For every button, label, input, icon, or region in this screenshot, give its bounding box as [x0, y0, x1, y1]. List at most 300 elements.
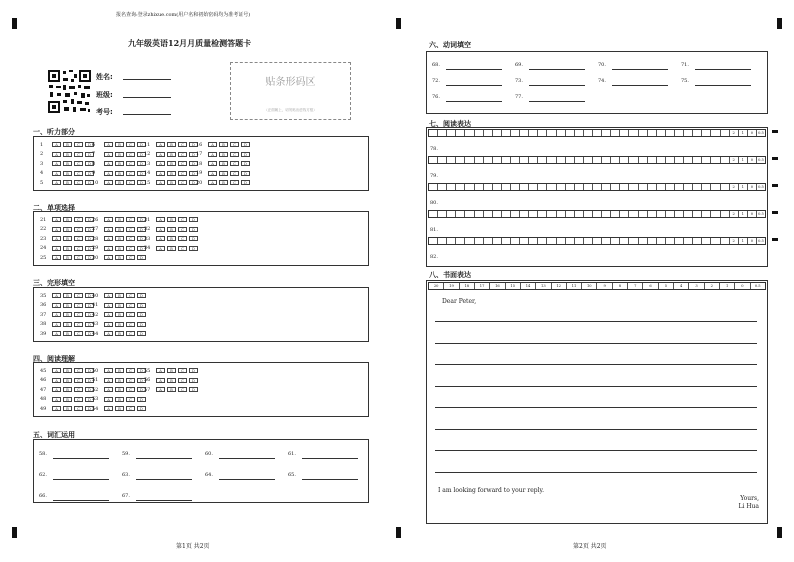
answer-bubble[interactable]: C: [74, 227, 83, 232]
score-cell[interactable]: 2: [730, 130, 739, 136]
answer-bubble[interactable]: C: [74, 171, 83, 176]
answer-bubble[interactable]: A: [52, 161, 61, 166]
answer-bubble[interactable]: A: [104, 236, 113, 241]
answer-bubble[interactable]: C: [74, 293, 83, 298]
answer-bubble[interactable]: A: [156, 368, 165, 373]
score-cell[interactable]: 7: [628, 283, 643, 289]
answer-bubble[interactable]: B: [115, 171, 124, 176]
answer-bubble[interactable]: A: [156, 378, 165, 383]
answer-bubble[interactable]: B: [167, 180, 176, 185]
answer-bubble[interactable]: C: [230, 142, 239, 147]
score-cell[interactable]: [639, 130, 648, 136]
score-cell[interactable]: [475, 157, 484, 163]
score-cell[interactable]: 2: [730, 238, 739, 244]
score-cell[interactable]: [502, 238, 511, 244]
score-cell[interactable]: [529, 184, 538, 190]
answer-bubble[interactable]: C: [178, 152, 187, 157]
answer-bubble[interactable]: C: [126, 180, 135, 185]
answer-bubble[interactable]: C: [126, 368, 135, 373]
answer-bubble[interactable]: B: [115, 303, 124, 308]
writing-line[interactable]: [435, 343, 757, 344]
answer-bubble[interactable]: C: [230, 171, 239, 176]
score-cell[interactable]: [429, 157, 438, 163]
score-cell[interactable]: 9: [597, 283, 612, 289]
score-cell[interactable]: [721, 130, 730, 136]
score-cell[interactable]: [648, 184, 657, 190]
writing-line[interactable]: [435, 429, 757, 430]
answer-bubble[interactable]: B: [63, 293, 72, 298]
score-cell[interactable]: 3: [689, 283, 704, 289]
score-cell[interactable]: 0: [735, 283, 750, 289]
score-cell[interactable]: [602, 211, 611, 217]
answer-bubble[interactable]: B: [63, 142, 72, 147]
score-cell[interactable]: [493, 184, 502, 190]
field-input-line[interactable]: [123, 114, 171, 115]
score-cell[interactable]: [657, 238, 666, 244]
score-cell[interactable]: [702, 211, 711, 217]
score-cell[interactable]: 0: [748, 157, 757, 163]
score-cell[interactable]: 0: [748, 238, 757, 244]
score-cell[interactable]: 0: [748, 130, 757, 136]
answer-bubble[interactable]: D: [189, 171, 198, 176]
score-cell[interactable]: [593, 130, 602, 136]
answer-bubble[interactable]: D: [189, 246, 198, 251]
score-cell[interactable]: [538, 211, 547, 217]
answer-line[interactable]: [529, 69, 585, 70]
answer-line[interactable]: [53, 479, 109, 480]
answer-bubble[interactable]: D: [137, 236, 146, 241]
score-cell[interactable]: [438, 184, 447, 190]
answer-bubble[interactable]: D: [85, 293, 94, 298]
answer-line[interactable]: [219, 458, 275, 459]
score-cell[interactable]: [566, 157, 575, 163]
score-cell[interactable]: [502, 184, 511, 190]
score-cell[interactable]: [566, 130, 575, 136]
score-cell[interactable]: [693, 211, 702, 217]
answer-bubble[interactable]: D: [137, 293, 146, 298]
score-cell[interactable]: [566, 211, 575, 217]
answer-bubble[interactable]: B: [63, 217, 72, 222]
answer-bubble[interactable]: D: [85, 217, 94, 222]
score-cell[interactable]: [465, 184, 474, 190]
answer-bubble[interactable]: A: [52, 246, 61, 251]
answer-bubble[interactable]: D: [85, 142, 94, 147]
answer-bubble[interactable]: A: [156, 227, 165, 232]
score-cell[interactable]: [575, 184, 584, 190]
score-cell[interactable]: 2: [730, 184, 739, 190]
score-cell[interactable]: [693, 238, 702, 244]
answer-bubble[interactable]: A: [208, 161, 217, 166]
answer-bubble[interactable]: B: [63, 227, 72, 232]
score-cell[interactable]: 4: [674, 283, 689, 289]
answer-bubble[interactable]: D: [137, 303, 146, 308]
answer-bubble[interactable]: C: [178, 387, 187, 392]
answer-bubble[interactable]: A: [104, 142, 113, 147]
answer-bubble[interactable]: B: [115, 387, 124, 392]
answer-line[interactable]: [136, 500, 192, 501]
score-cell[interactable]: [693, 184, 702, 190]
answer-bubble[interactable]: D: [85, 227, 94, 232]
answer-bubble[interactable]: C: [178, 246, 187, 251]
score-cell[interactable]: [566, 238, 575, 244]
answer-bubble[interactable]: A: [104, 255, 113, 260]
answer-bubble[interactable]: A: [104, 171, 113, 176]
answer-bubble[interactable]: D: [85, 303, 94, 308]
score-cell[interactable]: [538, 238, 547, 244]
score-cell[interactable]: [529, 238, 538, 244]
answer-bubble[interactable]: D: [189, 161, 198, 166]
answer-bubble[interactable]: B: [115, 152, 124, 157]
answer-bubble[interactable]: B: [167, 227, 176, 232]
answer-bubble[interactable]: A: [104, 152, 113, 157]
answer-bubble[interactable]: B: [167, 368, 176, 373]
answer-bubble[interactable]: A: [52, 293, 61, 298]
answer-bubble[interactable]: B: [115, 246, 124, 251]
answer-line[interactable]: [529, 85, 585, 86]
score-cell[interactable]: 20: [429, 283, 444, 289]
score-cell[interactable]: [629, 157, 638, 163]
answer-bubble[interactable]: A: [104, 312, 113, 317]
score-cell[interactable]: [557, 130, 566, 136]
score-cell[interactable]: [675, 238, 684, 244]
answer-bubble[interactable]: A: [208, 171, 217, 176]
answer-bubble[interactable]: C: [74, 161, 83, 166]
answer-bubble[interactable]: C: [230, 180, 239, 185]
score-cell[interactable]: [529, 157, 538, 163]
answer-line[interactable]: [302, 458, 358, 459]
score-cell[interactable]: [575, 238, 584, 244]
score-cell[interactable]: [465, 211, 474, 217]
answer-bubble[interactable]: B: [115, 368, 124, 373]
score-cell[interactable]: [639, 157, 648, 163]
answer-bubble[interactable]: B: [63, 161, 72, 166]
score-cell[interactable]: [648, 238, 657, 244]
answer-bubble[interactable]: D: [137, 312, 146, 317]
answer-bubble[interactable]: C: [74, 180, 83, 185]
score-cell[interactable]: 0.5: [758, 185, 764, 189]
score-cell[interactable]: [484, 130, 493, 136]
answer-bubble[interactable]: B: [115, 312, 124, 317]
answer-bubble[interactable]: D: [137, 397, 146, 402]
score-cell[interactable]: [520, 211, 529, 217]
answer-line[interactable]: [53, 458, 109, 459]
answer-bubble[interactable]: A: [156, 161, 165, 166]
score-cell[interactable]: [456, 157, 465, 163]
answer-bubble[interactable]: A: [52, 171, 61, 176]
score-cell[interactable]: [447, 157, 456, 163]
score-cell[interactable]: [721, 238, 730, 244]
answer-bubble[interactable]: A: [52, 152, 61, 157]
score-cell[interactable]: [502, 211, 511, 217]
answer-bubble[interactable]: C: [74, 331, 83, 336]
score-cell[interactable]: [639, 211, 648, 217]
score-cell[interactable]: 15: [506, 283, 521, 289]
score-cell[interactable]: [684, 157, 693, 163]
answer-bubble[interactable]: B: [219, 142, 228, 147]
answer-bubble[interactable]: D: [137, 322, 146, 327]
answer-bubble[interactable]: C: [126, 397, 135, 402]
answer-bubble[interactable]: C: [126, 255, 135, 260]
writing-line[interactable]: [435, 386, 757, 387]
score-cell[interactable]: 13: [536, 283, 551, 289]
score-cell[interactable]: [602, 238, 611, 244]
answer-bubble[interactable]: D: [137, 255, 146, 260]
score-cell[interactable]: [438, 157, 447, 163]
score-cell[interactable]: [529, 130, 538, 136]
answer-bubble[interactable]: C: [74, 236, 83, 241]
score-cell[interactable]: 1: [739, 130, 748, 136]
score-cell[interactable]: [620, 157, 629, 163]
answer-bubble[interactable]: B: [63, 322, 72, 327]
score-cell[interactable]: [721, 211, 730, 217]
answer-bubble[interactable]: D: [137, 331, 146, 336]
score-cell[interactable]: 14: [521, 283, 536, 289]
answer-bubble[interactable]: C: [126, 387, 135, 392]
score-cell[interactable]: [484, 184, 493, 190]
score-cell[interactable]: [675, 184, 684, 190]
answer-bubble[interactable]: C: [74, 217, 83, 222]
answer-bubble[interactable]: D: [189, 217, 198, 222]
writing-line[interactable]: [435, 407, 757, 408]
score-cell[interactable]: [611, 157, 620, 163]
answer-bubble[interactable]: D: [85, 397, 94, 402]
score-cell[interactable]: [629, 130, 638, 136]
answer-bubble[interactable]: A: [52, 255, 61, 260]
answer-bubble[interactable]: A: [104, 161, 113, 166]
answer-bubble[interactable]: A: [156, 246, 165, 251]
score-cell[interactable]: [684, 184, 693, 190]
answer-bubble[interactable]: A: [156, 142, 165, 147]
answer-bubble[interactable]: D: [85, 322, 94, 327]
score-cell[interactable]: [465, 238, 474, 244]
answer-bubble[interactable]: D: [189, 227, 198, 232]
score-cell[interactable]: [547, 238, 556, 244]
answer-bubble[interactable]: D: [137, 152, 146, 157]
score-cell[interactable]: [438, 238, 447, 244]
score-cell[interactable]: [456, 130, 465, 136]
score-cell[interactable]: [629, 184, 638, 190]
score-cell[interactable]: [639, 184, 648, 190]
answer-bubble[interactable]: A: [104, 322, 113, 327]
answer-bubble[interactable]: B: [63, 368, 72, 373]
score-cell[interactable]: [511, 157, 520, 163]
score-cell[interactable]: [620, 238, 629, 244]
score-cell[interactable]: [666, 184, 675, 190]
answer-bubble[interactable]: B: [63, 152, 72, 157]
answer-bubble[interactable]: C: [126, 246, 135, 251]
answer-bubble[interactable]: B: [167, 236, 176, 241]
answer-bubble[interactable]: B: [63, 378, 72, 383]
answer-bubble[interactable]: B: [167, 387, 176, 392]
score-cell[interactable]: [693, 130, 702, 136]
answer-bubble[interactable]: A: [104, 378, 113, 383]
answer-bubble[interactable]: B: [63, 171, 72, 176]
score-cell[interactable]: [693, 157, 702, 163]
answer-bubble[interactable]: A: [156, 387, 165, 392]
answer-bubble[interactable]: D: [137, 406, 146, 411]
answer-bubble[interactable]: A: [104, 180, 113, 185]
score-cell[interactable]: [648, 130, 657, 136]
answer-bubble[interactable]: C: [230, 152, 239, 157]
answer-bubble[interactable]: D: [137, 180, 146, 185]
answer-bubble[interactable]: B: [167, 217, 176, 222]
score-cell[interactable]: 0.5: [758, 212, 764, 216]
answer-bubble[interactable]: C: [178, 378, 187, 383]
score-cell[interactable]: 11: [567, 283, 582, 289]
answer-bubble[interactable]: C: [126, 142, 135, 147]
answer-bubble[interactable]: C: [126, 161, 135, 166]
answer-bubble[interactable]: A: [52, 142, 61, 147]
score-cell[interactable]: [657, 211, 666, 217]
answer-bubble[interactable]: C: [74, 397, 83, 402]
answer-bubble[interactable]: B: [115, 161, 124, 166]
writing-line[interactable]: [435, 450, 757, 451]
answer-bubble[interactable]: A: [156, 171, 165, 176]
answer-bubble[interactable]: C: [126, 322, 135, 327]
score-cell[interactable]: [493, 157, 502, 163]
score-cell[interactable]: 2: [705, 283, 720, 289]
answer-line[interactable]: [136, 479, 192, 480]
answer-bubble[interactable]: D: [85, 406, 94, 411]
answer-bubble[interactable]: A: [104, 397, 113, 402]
score-cell[interactable]: 18: [460, 283, 475, 289]
score-cell[interactable]: 19: [444, 283, 459, 289]
score-cell[interactable]: [593, 238, 602, 244]
score-cell[interactable]: [584, 130, 593, 136]
answer-bubble[interactable]: A: [52, 312, 61, 317]
score-cell[interactable]: [593, 184, 602, 190]
score-cell[interactable]: 0.5: [758, 239, 764, 243]
score-cell[interactable]: [438, 130, 447, 136]
answer-bubble[interactable]: B: [167, 171, 176, 176]
answer-bubble[interactable]: D: [241, 180, 250, 185]
score-cell[interactable]: 2: [730, 157, 739, 163]
score-cell[interactable]: [447, 238, 456, 244]
score-cell[interactable]: 16: [490, 283, 505, 289]
answer-bubble[interactable]: B: [115, 322, 124, 327]
answer-bubble[interactable]: B: [63, 303, 72, 308]
score-cell[interactable]: [620, 211, 629, 217]
answer-bubble[interactable]: D: [85, 312, 94, 317]
score-cell[interactable]: [484, 157, 493, 163]
answer-bubble[interactable]: C: [74, 255, 83, 260]
answer-bubble[interactable]: B: [63, 180, 72, 185]
score-cell[interactable]: [629, 211, 638, 217]
score-cell[interactable]: [620, 184, 629, 190]
score-cell[interactable]: [547, 157, 556, 163]
answer-bubble[interactable]: C: [126, 303, 135, 308]
answer-bubble[interactable]: A: [52, 227, 61, 232]
answer-bubble[interactable]: A: [156, 236, 165, 241]
answer-bubble[interactable]: D: [189, 142, 198, 147]
answer-bubble[interactable]: C: [126, 171, 135, 176]
score-cell[interactable]: [456, 238, 465, 244]
answer-bubble[interactable]: D: [85, 152, 94, 157]
writing-line[interactable]: [435, 364, 757, 365]
answer-bubble[interactable]: C: [178, 180, 187, 185]
answer-bubble[interactable]: A: [52, 406, 61, 411]
answer-bubble[interactable]: A: [104, 217, 113, 222]
answer-bubble[interactable]: A: [52, 397, 61, 402]
score-cell[interactable]: [511, 238, 520, 244]
answer-bubble[interactable]: B: [115, 397, 124, 402]
answer-bubble[interactable]: D: [137, 368, 146, 373]
answer-bubble[interactable]: B: [115, 227, 124, 232]
answer-bubble[interactable]: B: [219, 180, 228, 185]
score-cell[interactable]: [711, 211, 720, 217]
score-cell[interactable]: [675, 211, 684, 217]
answer-bubble[interactable]: B: [115, 331, 124, 336]
answer-bubble[interactable]: D: [241, 142, 250, 147]
score-cell[interactable]: [711, 238, 720, 244]
answer-bubble[interactable]: B: [219, 152, 228, 157]
score-cell[interactable]: [475, 211, 484, 217]
answer-bubble[interactable]: B: [63, 246, 72, 251]
answer-bubble[interactable]: C: [126, 236, 135, 241]
score-cell[interactable]: [657, 130, 666, 136]
score-cell[interactable]: [711, 157, 720, 163]
answer-bubble[interactable]: A: [52, 236, 61, 241]
answer-bubble[interactable]: A: [104, 387, 113, 392]
score-cell[interactable]: [447, 184, 456, 190]
score-cell[interactable]: [666, 211, 675, 217]
score-cell[interactable]: [620, 130, 629, 136]
score-cell[interactable]: [538, 157, 547, 163]
score-cell[interactable]: [575, 157, 584, 163]
score-cell[interactable]: [538, 130, 547, 136]
score-cell[interactable]: [493, 211, 502, 217]
score-cell[interactable]: [711, 184, 720, 190]
score-cell[interactable]: [602, 157, 611, 163]
writing-line[interactable]: [435, 472, 757, 473]
score-cell[interactable]: [611, 238, 620, 244]
answer-bubble[interactable]: A: [104, 331, 113, 336]
answer-bubble[interactable]: B: [115, 255, 124, 260]
score-cell[interactable]: [475, 130, 484, 136]
answer-bubble[interactable]: C: [126, 293, 135, 298]
score-cell[interactable]: [447, 211, 456, 217]
answer-bubble[interactable]: B: [219, 171, 228, 176]
answer-bubble[interactable]: C: [178, 142, 187, 147]
answer-bubble[interactable]: B: [63, 236, 72, 241]
writing-line[interactable]: [435, 321, 757, 322]
score-cell[interactable]: [538, 184, 547, 190]
score-cell[interactable]: [721, 184, 730, 190]
answer-bubble[interactable]: A: [104, 227, 113, 232]
answer-line[interactable]: [612, 85, 668, 86]
score-cell[interactable]: 1: [739, 157, 748, 163]
answer-bubble[interactable]: D: [85, 171, 94, 176]
answer-bubble[interactable]: B: [115, 293, 124, 298]
answer-bubble[interactable]: C: [126, 217, 135, 222]
score-cell[interactable]: [429, 238, 438, 244]
score-cell[interactable]: [493, 130, 502, 136]
score-cell[interactable]: [702, 157, 711, 163]
answer-bubble[interactable]: C: [74, 303, 83, 308]
answer-bubble[interactable]: B: [167, 378, 176, 383]
answer-bubble[interactable]: B: [63, 397, 72, 402]
score-cell[interactable]: [702, 130, 711, 136]
field-input-line[interactable]: [123, 97, 171, 98]
answer-line[interactable]: [136, 458, 192, 459]
score-cell[interactable]: [547, 184, 556, 190]
score-cell[interactable]: [666, 238, 675, 244]
answer-bubble[interactable]: C: [178, 368, 187, 373]
score-cell[interactable]: [611, 130, 620, 136]
score-cell[interactable]: [657, 157, 666, 163]
score-cell[interactable]: [684, 130, 693, 136]
answer-bubble[interactable]: B: [167, 142, 176, 147]
